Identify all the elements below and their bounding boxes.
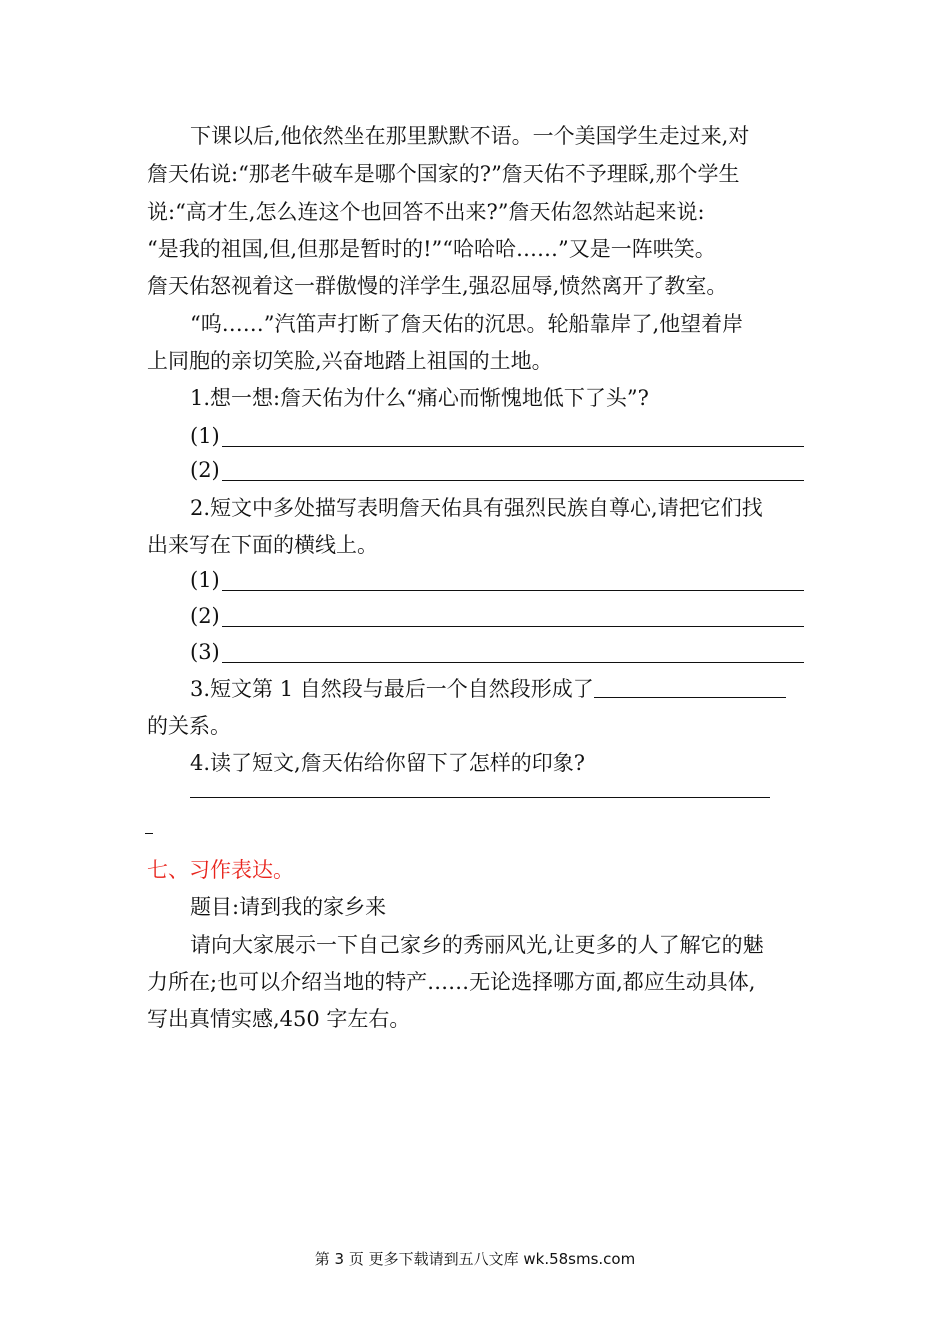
passage-line: 詹天佑怒视着这一群傲慢的洋学生,强忍屈辱,愤然离开了教室。 bbox=[147, 274, 728, 298]
passage-line: 詹天佑说:“那老牛破车是哪个国家的?”詹天佑不予理睬,那个学生 bbox=[147, 162, 740, 186]
passage-line: 下课以后,他依然坐在那里默默不语。一个美国学生走过来,对 bbox=[190, 124, 750, 148]
question-2-cont: 出来写在下面的横线上。 bbox=[147, 533, 378, 557]
answer-blank[interactable] bbox=[190, 634, 804, 670]
question-3 bbox=[190, 671, 786, 707]
essay-instruction: 写出真情实感,450 字左右。 bbox=[147, 1007, 411, 1031]
passage-line: “呜……”汽笛声打断了詹天佑的沉思。轮船靠岸了,他望着岸 bbox=[190, 312, 744, 336]
answer-line[interactable] bbox=[594, 671, 786, 698]
blank-number: (3) bbox=[190, 640, 220, 664]
answer-blank[interactable] bbox=[190, 562, 804, 598]
question-2: 2.短文中多处描写表明詹天佑具有强烈民族自尊心,请把它们找 bbox=[190, 496, 763, 520]
answer-blank[interactable] bbox=[190, 598, 804, 634]
essay-title: 题目:请到我的家乡来 bbox=[190, 895, 387, 919]
answer-blank[interactable] bbox=[190, 418, 804, 454]
section-heading: 七、习作表达。 bbox=[147, 858, 294, 882]
answer-line bbox=[222, 446, 804, 447]
blank-number: (2) bbox=[190, 604, 220, 628]
answer-line[interactable] bbox=[190, 797, 770, 798]
answer-line bbox=[222, 480, 804, 481]
answer-line bbox=[222, 590, 804, 591]
answer-line bbox=[222, 626, 804, 627]
question-3-cont: 的关系。 bbox=[147, 714, 231, 738]
essay-instruction: 力所在;也可以介绍当地的特产……无论选择哪方面,都应生动具体, bbox=[147, 970, 756, 994]
blank-number: (2) bbox=[190, 458, 220, 482]
question-1: 1.想一想:詹天佑为什么“痛心而惭愧地低下了头”? bbox=[190, 386, 649, 410]
answer-line bbox=[222, 662, 804, 663]
page-footer: 第 3 页 更多下载请到五八文库 wk.58sms.com bbox=[314, 1250, 636, 1268]
blank-number: (1) bbox=[190, 568, 220, 592]
question-3-text: 3.短文第 1 自然段与最后一个自然段形成了 bbox=[190, 677, 594, 701]
question-4: 4.读了短文,詹天佑给你留下了怎样的印象? bbox=[190, 751, 585, 775]
passage-line: “是我的祖国,但,但那是暂时的!”“哈哈哈……”又是一阵哄笑。 bbox=[147, 237, 716, 261]
passage-line: 上同胞的亲切笑脸,兴奋地踏上祖国的土地。 bbox=[147, 349, 553, 373]
essay-instruction: 请向大家展示一下自己家乡的秀丽风光,让更多的人了解它的魅 bbox=[190, 933, 764, 957]
answer-blank[interactable] bbox=[190, 452, 804, 488]
passage-line: 说:“高才生,怎么连这个也回答不出来?”詹天佑忽然站起来说: bbox=[147, 200, 705, 224]
stray-dash bbox=[145, 833, 153, 834]
blank-number: (1) bbox=[190, 424, 220, 448]
